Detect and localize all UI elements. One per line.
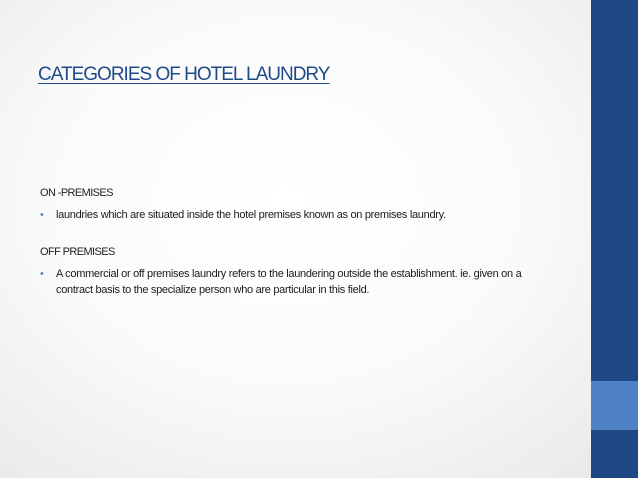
bullet-icon: •	[40, 209, 44, 221]
bullet-icon: •	[40, 268, 44, 280]
slide-title: CATEGORIES OF HOTEL LAUNDRY	[38, 64, 330, 85]
side-accent-block	[591, 381, 638, 430]
bullet-item	[40, 266, 560, 298]
section-off-premises	[40, 245, 560, 298]
section-heading: OFF PREMISES	[40, 246, 115, 258]
slide-content	[40, 186, 560, 298]
bullet-text: A commercial or off premises laundry refers to the laundering outside the establishment. ie. given on a contract basis to the specialize person who are particular in this field.	[56, 268, 522, 296]
bullet-text: laundries which are situated inside the hotel premises known as on premises laundry.	[56, 209, 446, 221]
section-on-premises	[40, 186, 560, 223]
section-heading: ON -PREMISES	[40, 187, 113, 199]
bullet-item	[40, 207, 560, 223]
